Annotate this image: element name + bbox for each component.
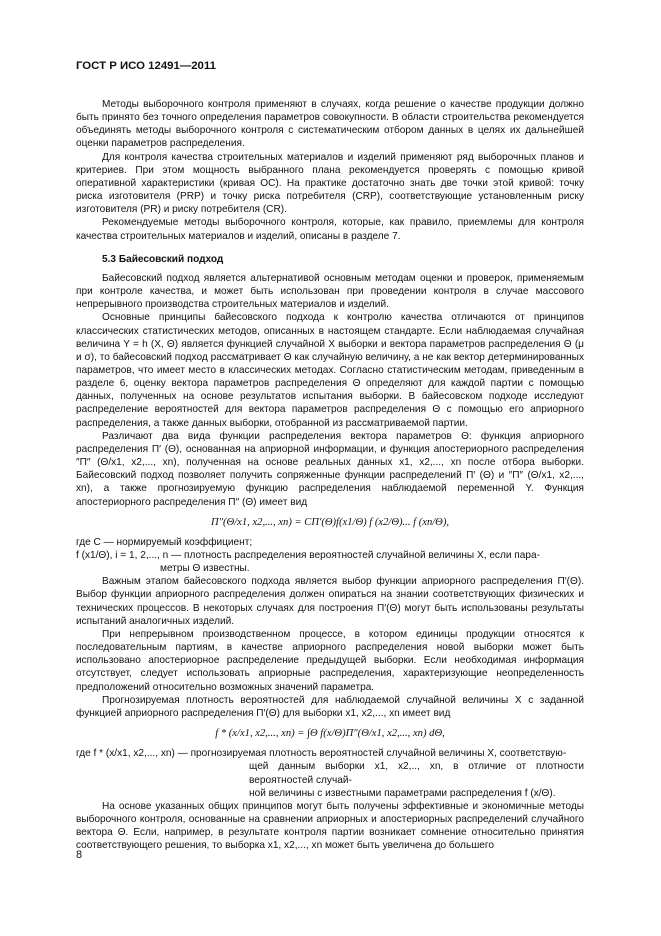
- paragraph: Байесовский подход является альтернативой основным методам оценки и проверок, применяемым при контроле качества, и может быть использован при проведении контроля в случае массового непрерывного производства строительных материалов и изделий.: [76, 272, 584, 311]
- document-body: [76, 98, 584, 852]
- paragraph: Основные принципы байесовского подхода к контролю качества отличаются от принципов классических статистических методов, описанных в настоящем стандарте. Если наблюдаемая случайная величина Y = h (X, Θ) является функцией случайной X выборки и вектора параметров распределения Θ (μ и σ), то байесовский подход рассматривает Θ как случайную величину, а не как вектор детерминированных параметров, что имеет место в классических методах. Согласно статистическим методам, приведенным в разделе 6, оценку вектора параметров распределения Θ определяют для каждой партии с помощью данных, полученных на основе результатов испытания выборки. В байесовском подходе исследуют распределение вероятностей для вектора параметров распределения Θ с помощью его априорного распределения, а также данных выборки, отобранной из рассматриваемой партии.: [76, 312, 584, 429]
- section-heading: 5.3 Байесовский подход: [102, 253, 224, 265]
- paragraph: Различают два вида функции распределения вектора параметров Θ: функция априорного распределения Π′ (Θ), основанная на априорной информации, и функция апостериорного распределения ″Π″ (Θ/x1, x2,..., xn), полученная на основе реальных данных x1, x2,..., xn после отбора выборки. Байесовский подход позволяет получить сопряженные функции распределений Π′ (Θ) и ″Π″ (Θ/x1, x2,..., xn), а также прогнозируемую функцию распределения наблюдаемой переменной Y. Функция апостериорного распределения Π″ (Θ) имеет вид: [76, 430, 584, 508]
- paragraph: Методы выборочного контроля применяют в случаях, когда решение о качестве продукции должно быть принято без точного определения параметров совокупности. В области строительства рекомендуется объединять методы выборочного контроля с систематическим отбором данных в целях их дальнейшей оценки параметров распределения.: [76, 99, 584, 150]
- where-clause-line: щей данным выборки x1, x2,.., xn, в отличие от плотности вероятностей случай-: [249, 761, 584, 786]
- where-clause: [76, 549, 584, 575]
- where-clause-line: f (x1/Θ), i = 1, 2,..., n — плотность распределения вероятностей случайной величины X, если пара-: [76, 550, 540, 561]
- where-clause: [76, 747, 584, 800]
- where-clause-line: ной величины с известными параметрами распределения f (x/Θ).: [249, 787, 556, 799]
- paragraph: На основе указанных общих принципов могут быть получены эффективные и экономичные методы выборочного контроля, основанные на сравнении априорных и апостериорных распределений случайного вектора Θ. Если, например, в результате контроля партии возникает сомнение относительно принятия соответствующего решения, то выборка x1, x2,..., xn может быть увеличена до большего: [76, 800, 584, 852]
- document-header: ГОСТ Р ИСО 12491—2011: [76, 60, 216, 72]
- page-number: 8: [76, 849, 83, 861]
- formula-posterior: Π″(Θ/x1, x2,..., xn) = CΠ′(Θ)f(x1/Θ) f (x2/Θ)... f (xn/Θ),: [210, 516, 450, 528]
- paragraph: Для контроля качества строительных материалов и изделий применяют ряд выборочных планов и критериев. При этом мощность выбранного плана рекомендуется проверять с помощью кривой оперативной характеристики (кривая ОС). На практике достаточно знать две точки этой кривой: точку риска изготовителя (PRP) и точку риска потребителя (CRP), соответствующие установленным риску изготовителя (PR) и риску потребителя (CR).: [76, 151, 584, 216]
- where-clause-line: где f * (x/x1, x2,..., xn) — прогнозируемая плотность вероятностей случайной величины X, соответствую-: [76, 748, 567, 760]
- where-clause-line: метры Θ известны.: [160, 563, 250, 575]
- where-clause: где C — нормируемый коэффициент;: [76, 536, 253, 548]
- paragraph: Важным этапом байесовского подхода является выбор функции априорного распределения Π′(Θ). Выбор функции априорного распределения должен опираться на знании соответствующих физических и технических процессов. В некоторых случаях для построения Π′(Θ) могут быть использованы результаты испытаний аналогичных изделий.: [76, 576, 584, 627]
- paragraph: Рекомендуемые методы выборочного контроля, которые, как правило, приемлемы для контроля качества строительных материалов и изделий, описаны в разделе 7.: [76, 217, 584, 242]
- paragraph: При непрерывном производственном процессе, в котором единицы продукции относятся к последовательным партиям, в качестве априорного распределения новой выборки может быть использовано апостериорное распределение предыдущей выборки. Если необходимая информация отсутствует, следует использовать априорные распределения, характеризующие неопределенность предположений относительно возможных значений параметра.: [76, 628, 584, 693]
- paragraph: Прогнозируемая плотность вероятностей для наблюдаемой случайной величины X с заданной функцией априорного распределения Π′(Θ) для выборки x1, x2,..., xn имеет вид: [76, 694, 584, 719]
- formula-predictive: f * (x/x1, x2,..., xn) = ∫Θ f(x/Θ)Π″(Θ/x1, x2,..., xn) dΘ,: [215, 728, 445, 740]
